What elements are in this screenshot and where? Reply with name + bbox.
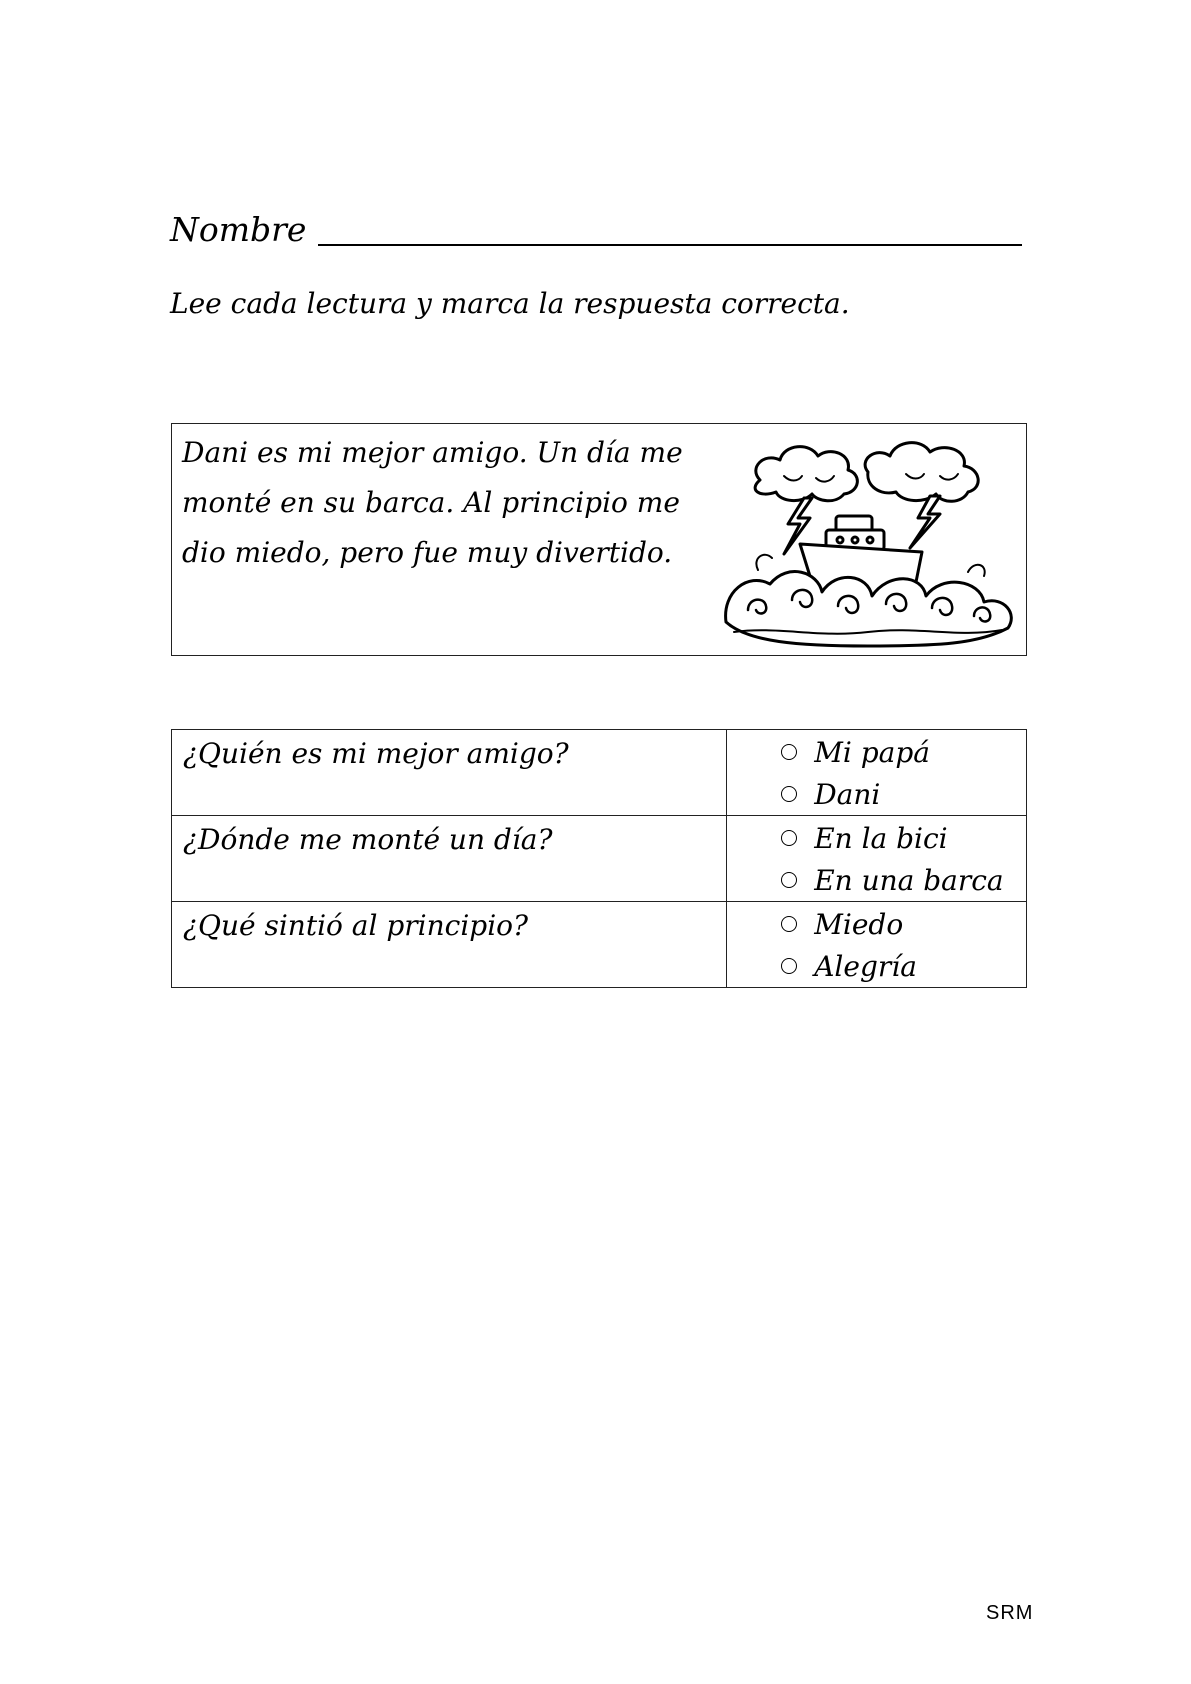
- question-text: ¿Qué sintió al principio?: [172, 902, 727, 988]
- reading-line: monté en su barca. Al principio me: [182, 486, 680, 519]
- answer-option[interactable]: [727, 945, 1026, 987]
- answer-option[interactable]: [727, 859, 1026, 901]
- answer-options: [727, 816, 1027, 902]
- table-row: [172, 902, 1027, 988]
- option-label: En la bici: [814, 821, 948, 855]
- option-label: En una barca: [814, 863, 1004, 897]
- reading-line: dio miedo, pero fue muy divertido.: [182, 536, 673, 569]
- option-label: Alegría: [814, 949, 917, 983]
- table-row: [172, 816, 1027, 902]
- name-label: Nombre: [170, 210, 307, 249]
- name-line: [170, 208, 1022, 250]
- option-label: Miedo: [814, 907, 904, 941]
- answer-options: [727, 730, 1027, 816]
- question-text: ¿Quién es mi mejor amigo?: [172, 730, 727, 816]
- radio-circle-icon[interactable]: [781, 916, 797, 932]
- radio-circle-icon[interactable]: [781, 958, 797, 974]
- boat-in-storm-illustration: [718, 432, 1024, 652]
- questions-table: [171, 729, 1027, 988]
- instruction-text: Lee cada lectura y marca la respuesta correcta.: [170, 287, 850, 320]
- reading-line: Dani es mi mejor amigo. Un día me: [182, 436, 683, 469]
- answer-option[interactable]: [727, 731, 1026, 773]
- radio-circle-icon[interactable]: [781, 786, 797, 802]
- answer-option[interactable]: [727, 817, 1026, 859]
- lightning-icon: [910, 496, 940, 548]
- cloud-icon: [755, 447, 857, 501]
- radio-circle-icon[interactable]: [781, 744, 797, 760]
- radio-circle-icon[interactable]: [781, 830, 797, 846]
- table-row: [172, 730, 1027, 816]
- name-input-line[interactable]: [318, 244, 1022, 246]
- option-label: Mi papá: [814, 735, 930, 769]
- reading-text: [182, 428, 702, 578]
- option-label: Dani: [814, 777, 881, 811]
- question-text: ¿Dónde me monté un día?: [172, 816, 727, 902]
- cloud-icon: [865, 443, 978, 502]
- radio-circle-icon[interactable]: [781, 872, 797, 888]
- reading-box: [171, 423, 1027, 656]
- answer-option[interactable]: [727, 773, 1026, 815]
- answer-options: [727, 902, 1027, 988]
- answer-option[interactable]: [727, 903, 1026, 945]
- author-initials: SRM: [986, 1602, 1034, 1624]
